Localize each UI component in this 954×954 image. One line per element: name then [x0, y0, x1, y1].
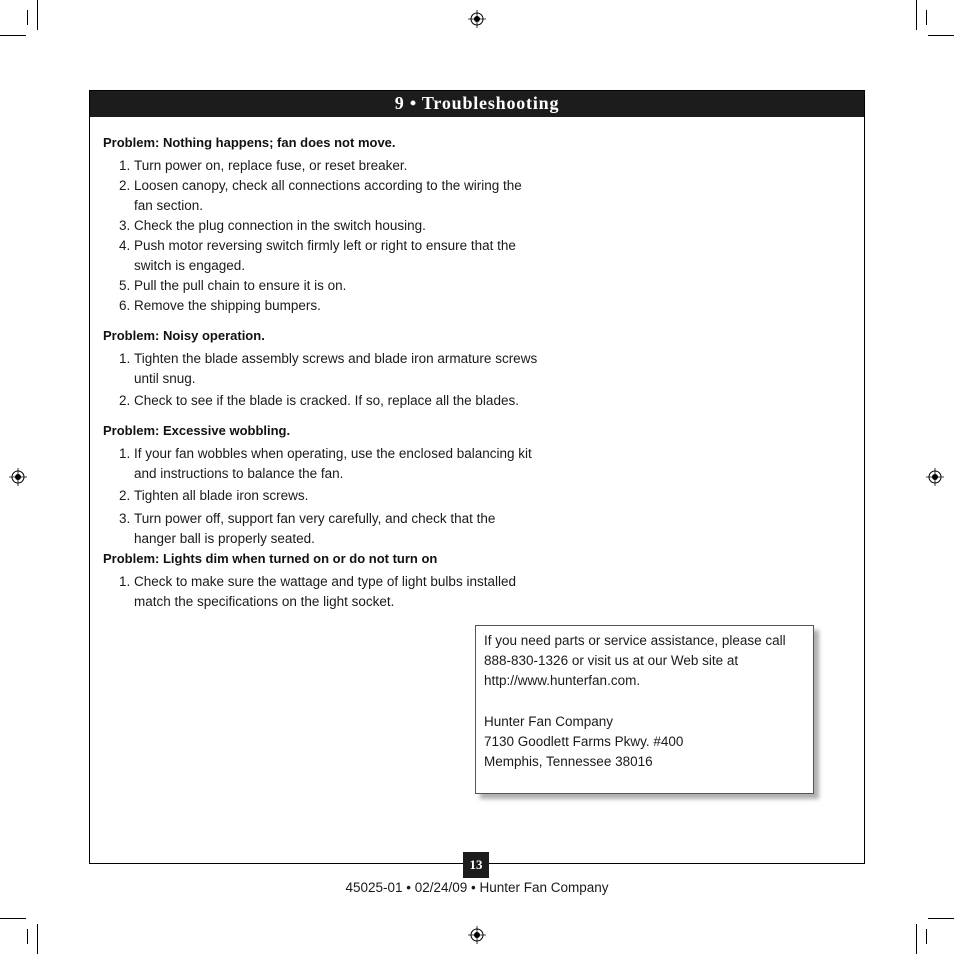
solution-step: 6. Remove the shipping bumpers. [119, 298, 321, 313]
solution-step: 1. If your fan wobbles when operating, use the enclosed balancing kit and instructions to balance the fan. [119, 446, 532, 481]
crop-mark [37, 0, 38, 30]
solution-step: 2. Loosen canopy, check all connections according to the wiring the fan section. [119, 178, 522, 213]
page-frame [89, 90, 865, 872]
problem-section [103, 133, 563, 316]
company-name: Hunter Fan Company [484, 714, 614, 729]
problem-heading: Problem: Noisy operation. [103, 328, 265, 343]
crop-mark [27, 10, 28, 25]
problem-section [103, 421, 563, 549]
solution-step: 2. Check to see if the blade is cracked. If so, replace all the blades. [119, 393, 519, 408]
solution-step: 3. Check the plug connection in the switch housing. [119, 218, 426, 233]
company-street: 7130 Goodlett Farms Pkwy. #400 [484, 734, 684, 749]
solution-list [103, 572, 563, 612]
registration-mark-icon [926, 468, 944, 486]
registration-mark-icon [9, 468, 27, 486]
service-info-box [475, 625, 814, 794]
crop-mark [926, 929, 927, 944]
crop-mark [0, 918, 26, 919]
problem-section [103, 549, 563, 612]
company-city: Memphis, Tennessee 38016 [484, 754, 653, 769]
crop-mark [928, 35, 954, 36]
solution-step: 3. Turn power off, support fan very carefully, and check that the hanger ball is properly seated. [119, 511, 496, 546]
problem-heading: Problem: Lights dim when turned on or do not turn on [103, 551, 438, 566]
solution-step: 5. Pull the pull chain to ensure it is on. [119, 278, 347, 293]
service-phone-text: 888-830-1326 or visit us at our Web site at [484, 653, 739, 668]
solution-step: 1. Check to make sure the wattage and type of light bulbs installed match the specifications on the light socket. [119, 574, 516, 609]
problem-heading: Problem: Excessive wobbling. [103, 423, 291, 438]
solution-step: 2. Tighten all blade iron screws. [119, 488, 309, 503]
crop-mark [0, 35, 26, 36]
document-footer: 45025-01 • 02/24/09 • Hunter Fan Company [345, 880, 609, 895]
crop-mark [27, 929, 28, 944]
website-link[interactable]: http://www.hunterfan.com. [484, 673, 641, 688]
troubleshooting-content [103, 133, 563, 612]
solution-step: 4. Push motor reversing switch firmly left or right to ensure that the switch is engaged. [119, 238, 516, 273]
crop-mark [928, 918, 954, 919]
crop-mark [37, 924, 38, 954]
crop-mark [916, 0, 917, 30]
crop-mark [926, 10, 927, 25]
solution-list [103, 349, 563, 411]
problem-section [103, 326, 563, 411]
problem-heading: Problem: Nothing happens; fan does not move. [103, 135, 396, 150]
solution-step: 1. Turn power on, replace fuse, or reset breaker. [119, 158, 408, 173]
page-number: 13 [463, 852, 489, 878]
solution-step: 1. Tighten the blade assembly screws and blade iron armature screws until snug. [119, 351, 538, 386]
section-title: 9 • Troubleshooting [90, 91, 864, 117]
service-text: If you need parts or service assistance, please call [484, 633, 786, 648]
solution-list [103, 156, 563, 316]
crop-mark [916, 924, 917, 954]
registration-mark-icon [468, 926, 486, 944]
registration-mark-icon [468, 10, 486, 28]
solution-list [103, 444, 563, 549]
